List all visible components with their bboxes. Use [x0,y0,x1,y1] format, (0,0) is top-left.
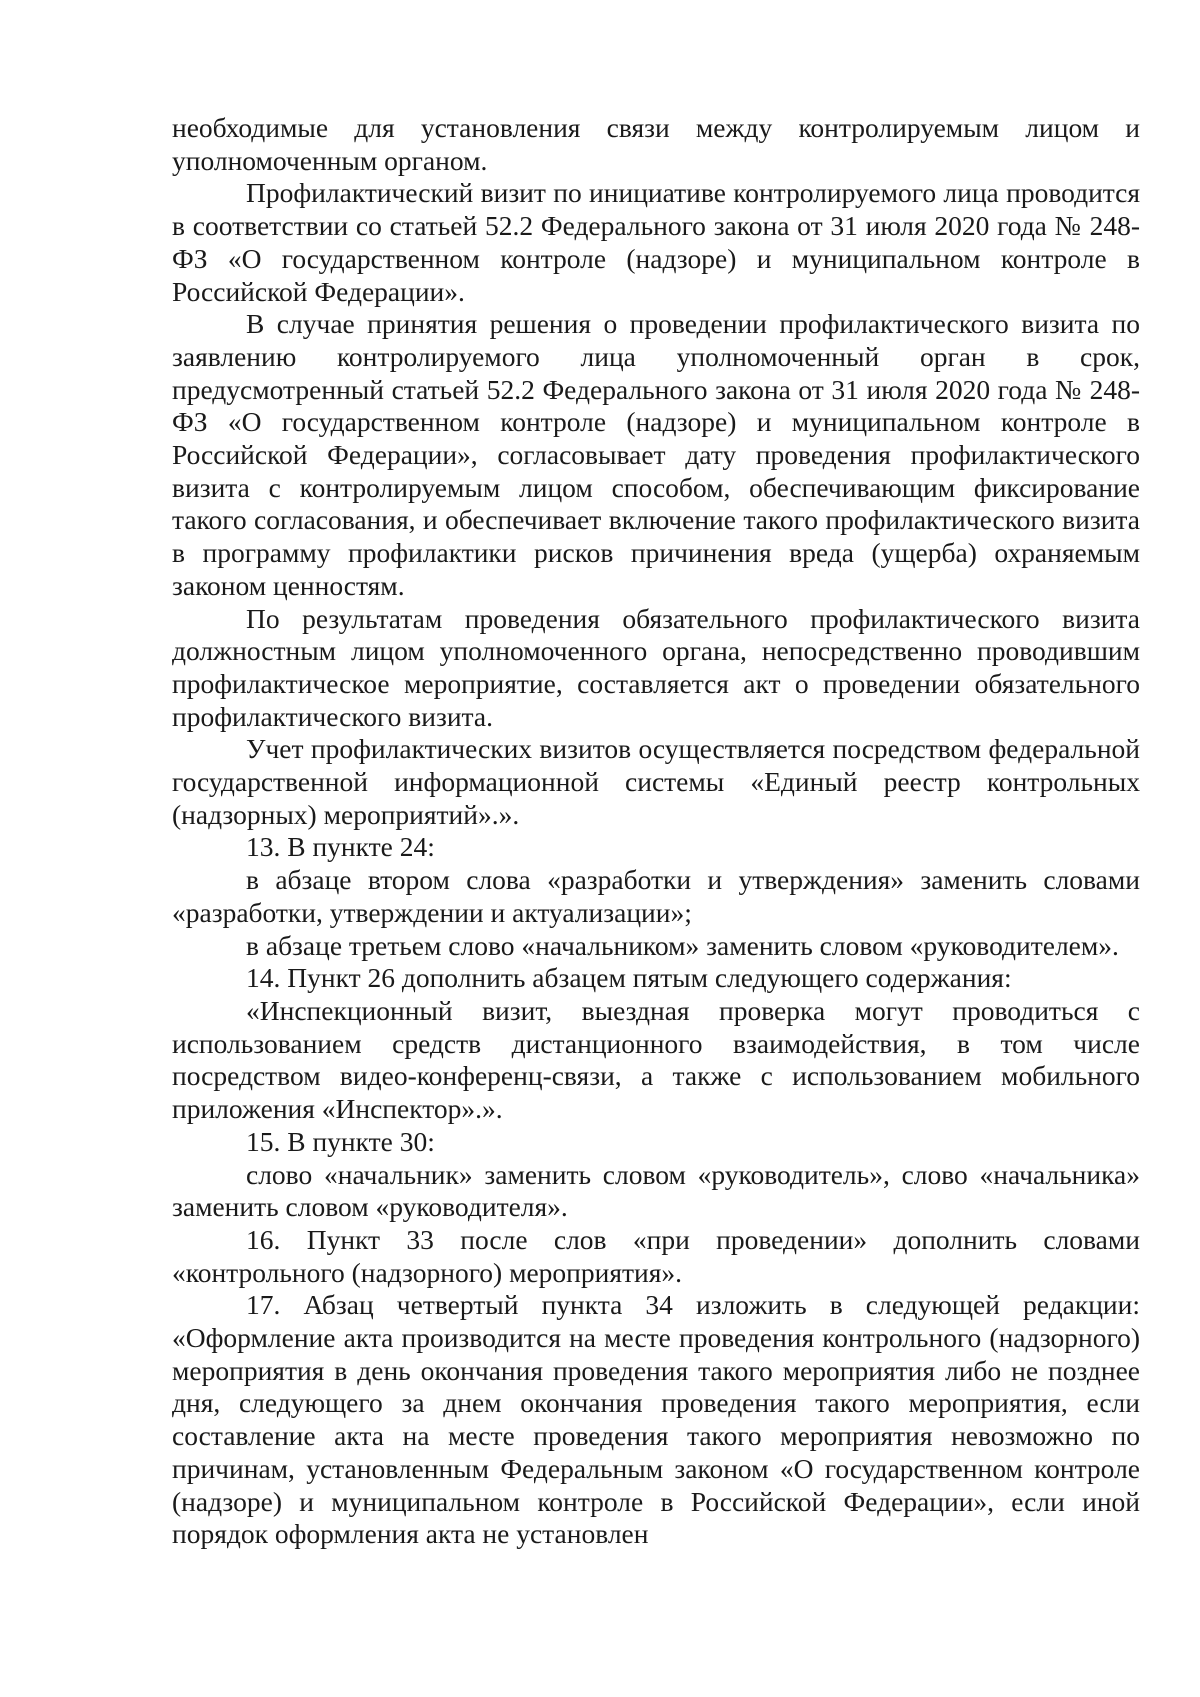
document-body [172,112,1140,1551]
paragraph-12: слово «начальник» заменить словом «руководитель», слово «начальника» заменить словом «руководителя». [172,1158,1140,1223]
paragraph-14: 17. Абзац четвертый пункта 34 изложить в следующей редакции: «Оформление акта производится на месте проведения контрольного (надзорного) мероприятия в день окончания проведения такого мероприятия либо не позднее дня, следующего за днем окончания проведения такого мероприятия, если составление акта на месте проведения такого мероприятия невозможно по причинам, установленным Федеральным законом «О государственном контроле (надзоре) и муниципальном контроле в Российской Федерации», если иной порядок оформления акта не установлен [172,1289,1140,1550]
paragraph-3: В случае принятия решения о проведении профилактического визита по заявлению контролируемого лица уполномоченный орган в срок, предусмотренный статьей 52.2 Федерального закона от 31 июля 2020 года № 248-ФЗ «О государственном контроле (надзоре) и муниципальном контроле в Российской Федерации», согласовывает дату проведения профилактического визита с контролируемым лицом способом, обеспечивающим фиксирование такого согласования, и обеспечивает включение такого профилактического визита в программу профилактики рисков причинения вреда (ущерба) охраняемым законом ценностям. [172,308,1140,601]
paragraph-10: «Инспекционный визит, выездная проверка могут проводиться с использованием средств дистанционного взаимодействия, в том числе посредством видео-конференц-связи, а также с использованием мобильного приложения «Инспектор».». [172,994,1140,1125]
paragraph-9: 14. Пункт 26 дополнить абзацем пятым следующего содержания: [246,962,1012,994]
paragraph-8: в абзаце третьем слово «начальником» заменить словом «руководителем». [246,929,1119,961]
paragraph-4: По результатам проведения обязательного профилактического визита должностным лицом уполномоченного органа, непосредственно проводившим профилактическое мероприятие, составляется акт о проведении обязательного профилактического визита. [172,602,1140,732]
paragraph-5: Учет профилактических визитов осуществляется посредством федеральной государственной информационной системы «Единый реестр контрольных (надзорных) мероприятий».». [172,733,1140,830]
paragraph-1: необходимые для установления связи между контролируемым лицом и уполномоченным органом. [172,112,1140,176]
paragraph-11: 15. В пункте 30: [246,1125,435,1157]
paragraph-6: 13. В пункте 24: [246,831,435,863]
paragraph-7: в абзаце втором слова «разработки и утверждения» заменить словами «разработки, утверждении и актуализации»; [172,864,1140,928]
paragraph-13: 16. Пункт 33 после слов «при проведении» дополнить словами «контрольного (надзорного) мероприятия». [172,1223,1140,1288]
paragraph-2: Профилактический визит по инициативе контролируемого лица проводится в соответствии со статьей 52.2 Федерального закона от 31 июля 2020 года № 248-ФЗ «О государственном контроле (надзоре) и муниципальном контроле в Российской Федерации». [172,177,1140,307]
